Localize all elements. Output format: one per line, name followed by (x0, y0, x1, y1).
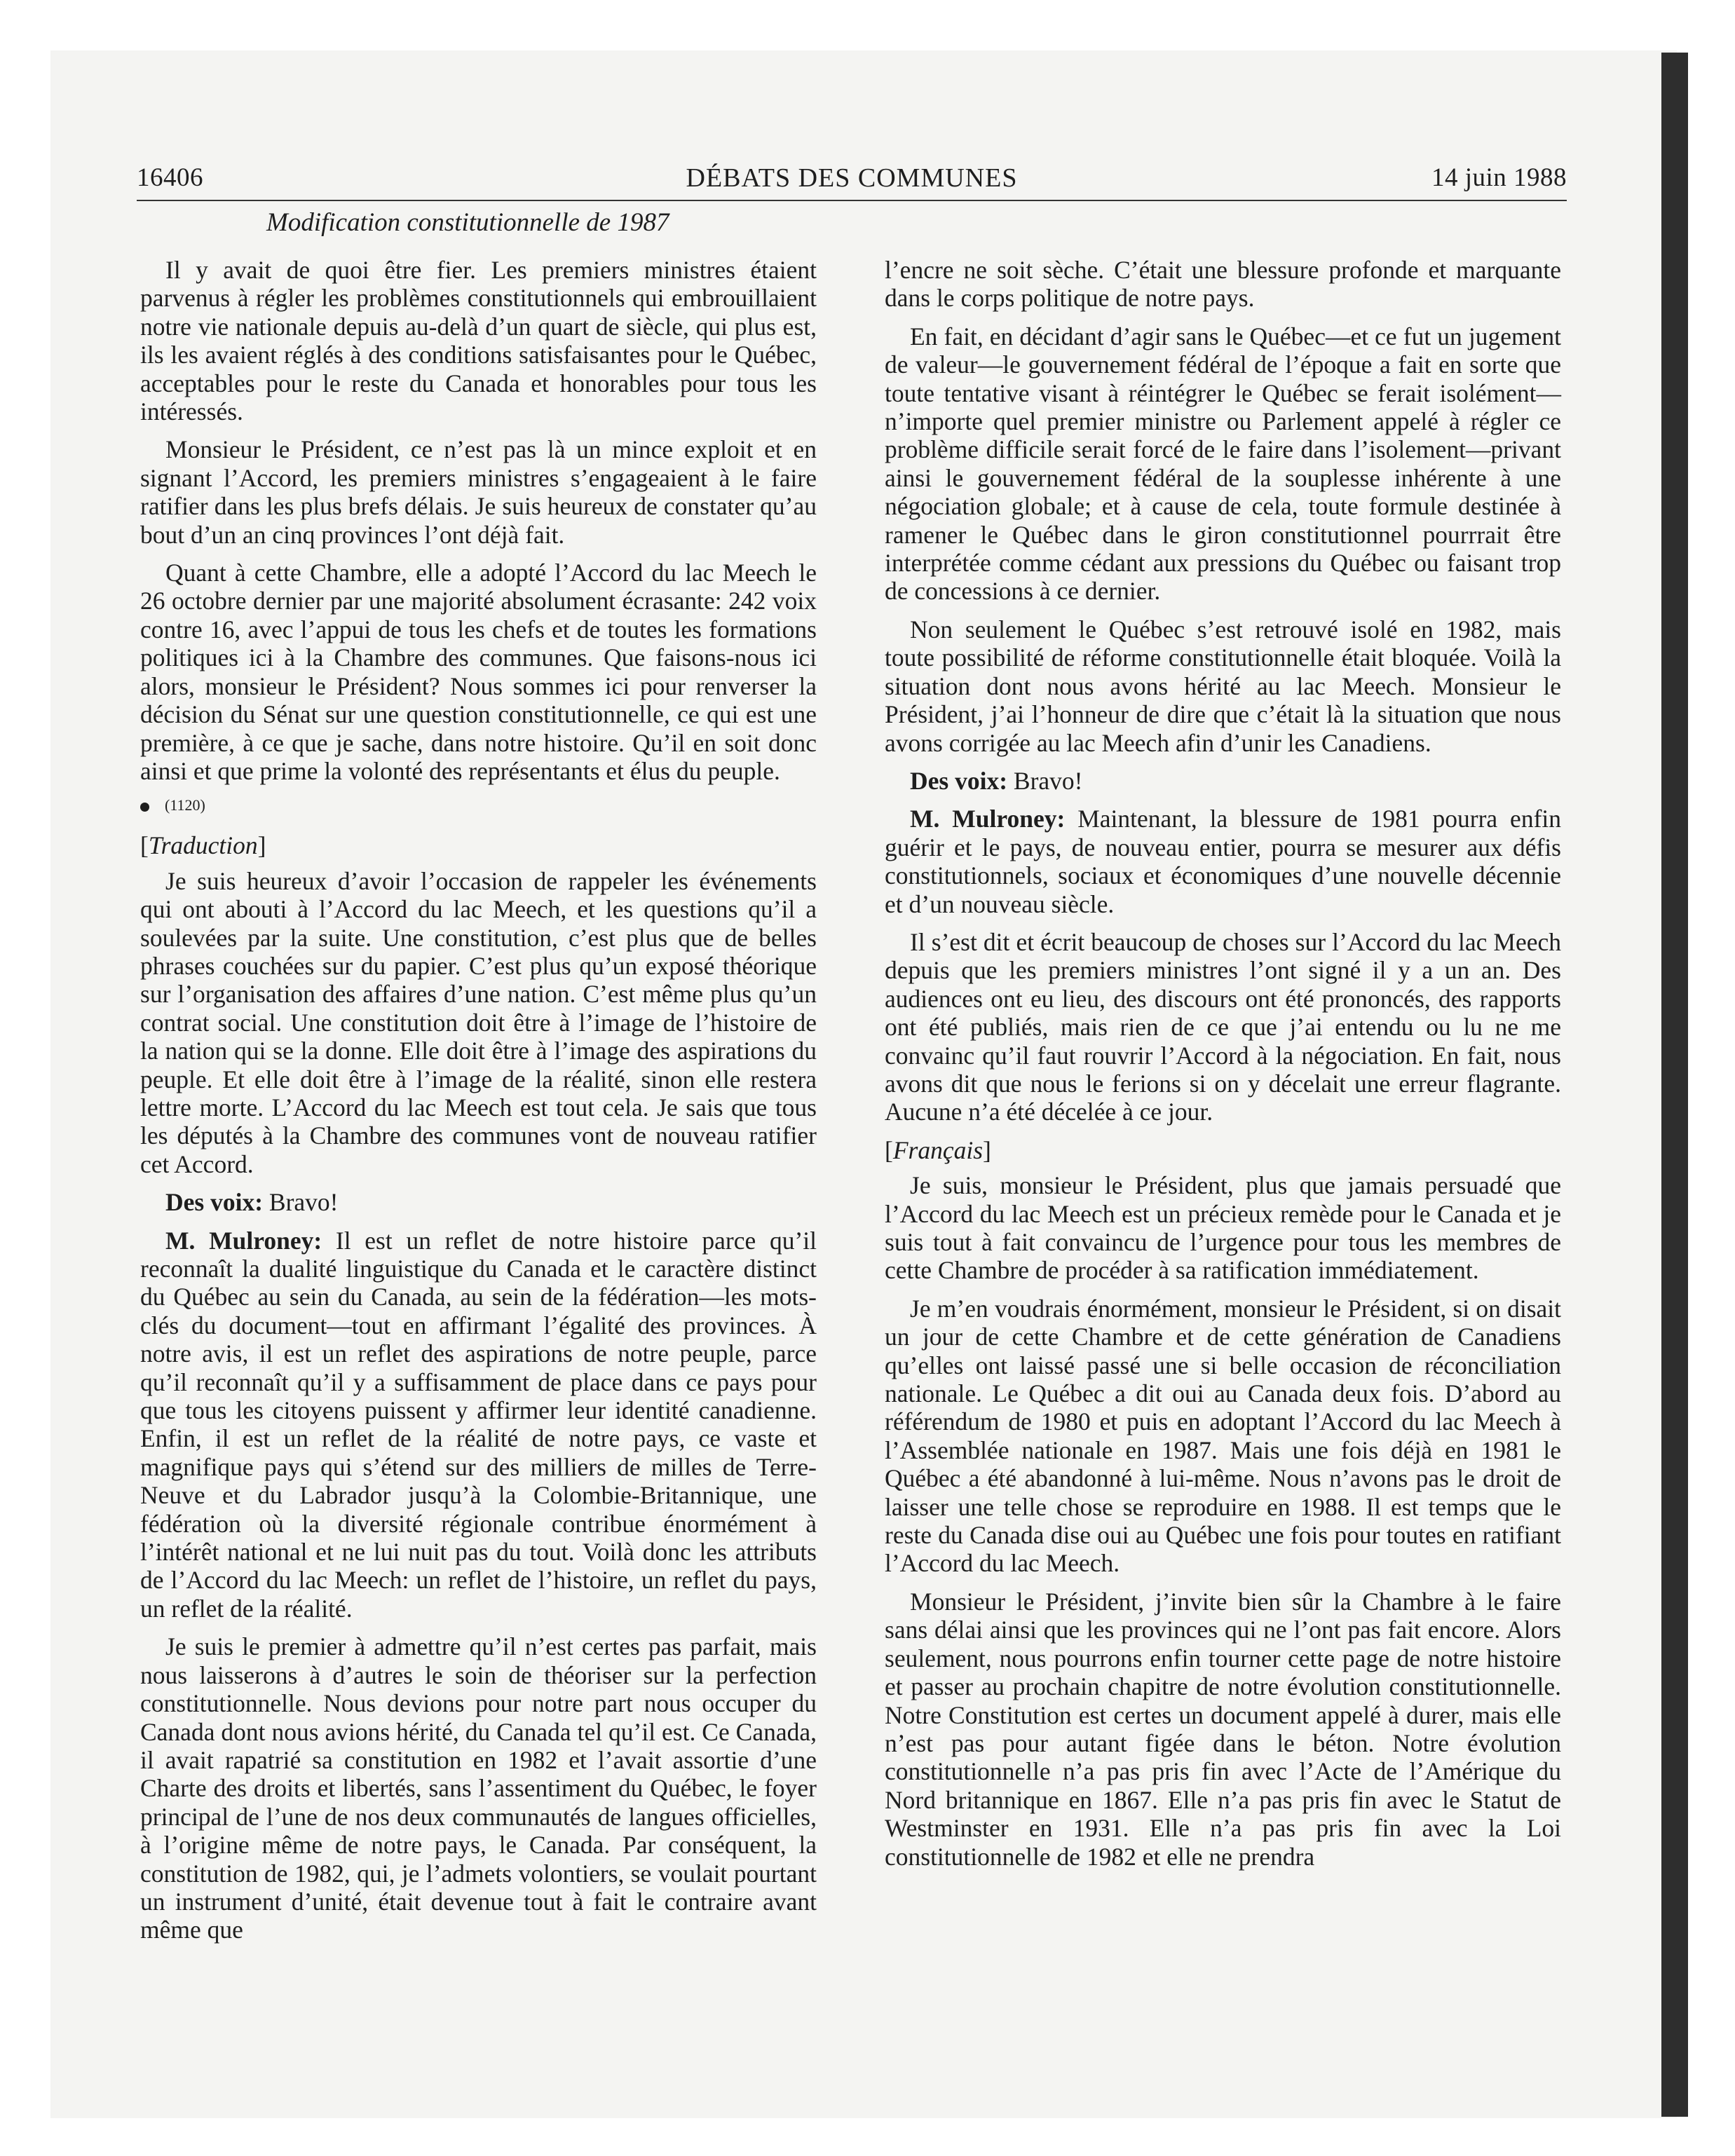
speech-paragraph (885, 805, 1561, 918)
speech-text: Il est un reflet de notre histoire parce qu’il reconnaît la dualité linguistique du Canada et le caractère distinct du Québec au sein du Canada, au sein de la fédération—les mots-clés du document—tout en affirmant l’égalité des provinces. À notre avis, il est un reflet des aspirations de notre peuple, parce qu’il reconnaît qu’il y a suffisamment de place dans ce pays pour que tous les citoyens puissent y affirmer leur identité canadienne. Enfin, il est un reflet de la réalité de notre pays, ce vaste et magnifique pays qui s’étend sur des milliers de milles de Terre-Neuve et du Labrador jusqu’à la Colombie-Britannique, une fédération où la diversité régionale contribue énormément à l’intérêt national et ne lui nuit pas du tout. Voilà donc les attributs de l’Accord du lac Meech: un reflet de l’histoire, un reflet du pays, un reflet de la réalité. (140, 1226, 817, 1623)
page-header (137, 163, 1567, 199)
paragraph: Non seulement le Québec s’est retrouvé isolé en 1982, mais toute possibilité de réforme constitutionnelle était bloquée. Voilà la situation dont nous avons hérité au lac Meech. Monsieur le Président, j’ai l’honneur de dire que c’était là la situation que nous avons corrigée au lac Meech afin d’unir les Canadiens. (885, 615, 1561, 757)
scan-edge-bar (1661, 53, 1688, 2117)
header-rule (137, 200, 1567, 201)
interjection (140, 1188, 817, 1216)
section-subhead: Modification constitutionnelle de 1987 (266, 208, 669, 237)
paragraph: Je suis heureux d’avoir l’occasion de rappeler les événements qui ont abouti à l’Accord du lac Meech, et les questions qu’il a soulevées par la suite. Une constitution, c’est plus que de belles phrases couchées sur du papier. C’est plus qu’un exposé théorique sur l’organisation des affaires d’une nation. C’est même plus qu’un contrat social. Une constitution doit être à l’image de l’histoire de la nation qui se la donne. Elle doit être à l’image des aspirations du peuple. Et elle doit être à l’image de la réalité, sinon elle restera lettre morte. L’Accord du lac Meech est tout cela. Je sais que tous les députés à la Chambre des communes vont de nouveau ratifier cet Accord. (140, 866, 817, 1178)
interjection (885, 767, 1561, 795)
paragraph: Je m’en voudrais énormément, monsieur le Président, si on disait un jour de cette Chambre et de cette génération de Canadiens qu’elles ont laissé passé une si belle occasion de réconciliation nationale. Le Québec a dit oui au Canada deux fois. D’abord au référendum de 1980 et puis en adoptant l’Accord du lac Meech à l’Assemblée nationale en 1987. Mais une fois déjà en 1981 le Québec a été abandonné à lui-même. Nous n’avons pas le droit de laisser une telle chose se reproduire en 1988. Il est temps que le reste du Canada dise oui au Québec une fois pour toutes en ratifiant l’Accord du lac Meech. (885, 1294, 1561, 1578)
paragraph: l’encre ne soit sèche. C’était une blessure profonde et marquante dans le corps politique de notre pays. (885, 256, 1561, 313)
speech-paragraph (140, 1227, 817, 1623)
speech-text: Maintenant, la blessure de 1981 pourra enfin guérir et le pays, de nouveau entier, pourra se mesurer aux défis constitutionnels, sociaux et économiques d’une nouvelle décennie et d’un nouveau siècle. (885, 805, 1561, 918)
paragraph: Quant à cette Chambre, elle a adopté l’Accord du lac Meech le 26 octobre dernier par une majorité absolument écrasante: 242 voix contre 16, avec l’appui de tous les chefs et de toutes les formations politiques ici à la Chambre des communes. Que faisons-nous ici alors, monsieur le Président? Nous sommes ici pour renverser la décision du Sénat sur une question constitutionnelle, ce qui est une première, à ce que je sache, dans notre histoire. Qu’il en soit donc ainsi et que prime la volonté des représentants et élus du peuple. (140, 559, 817, 785)
speaker-name: M. Mulroney: (165, 1226, 322, 1255)
speaker-name: M. Mulroney: (910, 805, 1066, 833)
language-label-traduction: [Traduction] (140, 831, 266, 860)
page-date: 14 juin 1988 (1431, 163, 1567, 192)
paragraph: En fait, en décidant d’agir sans le Québec—et ce fut un jugement de valeur—le gouvernement fédéral de l’époque a fait en sorte que toute tentative visant à réintégrer le Québec se ferait isolément—n’importe quel premier ministre ou Parlement appelé à régler ce problème difficile serait forcé de le faire dans l’isolement—privant ainsi le gouvernement fédéral de la souplesse inhérente à une négociation globale; et à cause de cela, toute formule destinée à ramener le Québec dans le giron constitutionnel pourrrait être interprétée comme cédant aux pressions du Québec ou faisant trop de concessions à ce dernier. (885, 322, 1561, 606)
paragraph: Je suis, monsieur le Président, plus que jamais persuadé que l’Accord du lac Meech est un précieux remède pour le Canada et je suis tout à fait convaincu de l’urgence pour tous les membres de cette Chambre de procéder à sa ratification immédiatement. (885, 1171, 1561, 1285)
publication-title: DÉBATS DES COMMUNES (686, 163, 1018, 193)
paragraph: Je suis le premier à admettre qu’il n’est certes pas parfait, mais nous laisserons à d’autres le soin de théoriser sur la perfection constitutionnelle. Nous devions pour notre part nous occuper du Canada dont nous avions hérité, du Canada tel qu’il est. Ce Canada, il avait rapatrié sa constitution en 1982 et l’avait assortie d’une Charte des droits et libertés, sans l’assentiment du Québec, le foyer principal de l’une de nos deux communautés de langues officielles, à l’origine même de notre pays, le Canada. Par conséquent, la constitution de 1982, qui, je l’admets volontiers, se voulait pourtant un instrument d’unité, était devenue tout à fait le contraire avant même que (140, 1632, 817, 1944)
language-label-francais: [Français] (885, 1135, 991, 1164)
bullet-icon (140, 803, 149, 812)
left-column (140, 256, 817, 1954)
speaker-name: Des voix: (910, 766, 1008, 795)
time-marker (140, 795, 817, 816)
right-column (885, 256, 1561, 1881)
interjection-text: Bravo! (268, 1188, 339, 1217)
paragraph: Il s’est dit et écrit beaucoup de choses sur l’Accord du lac Meech depuis que les premiers ministres l’ont signé il y a un an. Des audiences ont eu lieu, des discours ont été prononcés, des rapports ont été publiés, mais rien de ce que j’ai entendu ou lu ne me convainc qu’il faut rouvrir l’Accord à la négociation. En fait, nous avons dit que nous le ferions si on y décelait une erreur flagrante. Aucune n’a été décelée à ce jour. (885, 927, 1561, 1126)
paragraph: Monsieur le Président, ce n’est pas là un mince exploit et en signant l’Accord, les premiers ministres s’engageaient à le faire ratifier dans les plus brefs délais. Je suis heureux de constater qu’au bout d’un an cinq provinces l’ont déjà fait. (140, 435, 817, 549)
page-number: 16406 (137, 163, 203, 192)
time-marker-text: (1120) (165, 796, 205, 814)
paragraph: Monsieur le Président, j’invite bien sûr la Chambre à le faire sans délai ainsi que les provinces qui ne l’ont pas fait encore. Alors seulement, nous pourrons enfin tourner cette page de notre histoire et passer au prochain chapitre de notre évolution constitutionnelle. Notre Constitution est certes un document appelé à durer, mais elle n’est pas pour autant figée dans le béton. Notre évolution constitutionnelle n’a pas pris fin avec l’Acte de l’Amérique du Nord britannique en 1867. Elle n’a pas pris fin avec le Statut de Westminster en 1931. Elle n’a pas pris fin avec la Loi constitutionnelle de 1982 et elle ne prendra (885, 1587, 1561, 1871)
paragraph: Il y avait de quoi être fier. Les premiers ministres étaient parvenus à régler les problèmes constitutionnels qui embrouillaient notre vie nationale depuis au-delà d’un quart de siècle, qui plus est, ils les avaient réglés à des conditions satisfaisantes pour le Québec, acceptables pour le reste du Canada et honorables pour tous les intéressés. (140, 256, 817, 426)
label-text: Traduction (148, 831, 258, 860)
label-text: Français (892, 1135, 984, 1164)
interjection-text: Bravo! (1013, 766, 1083, 795)
speaker-name: Des voix: (165, 1188, 264, 1217)
